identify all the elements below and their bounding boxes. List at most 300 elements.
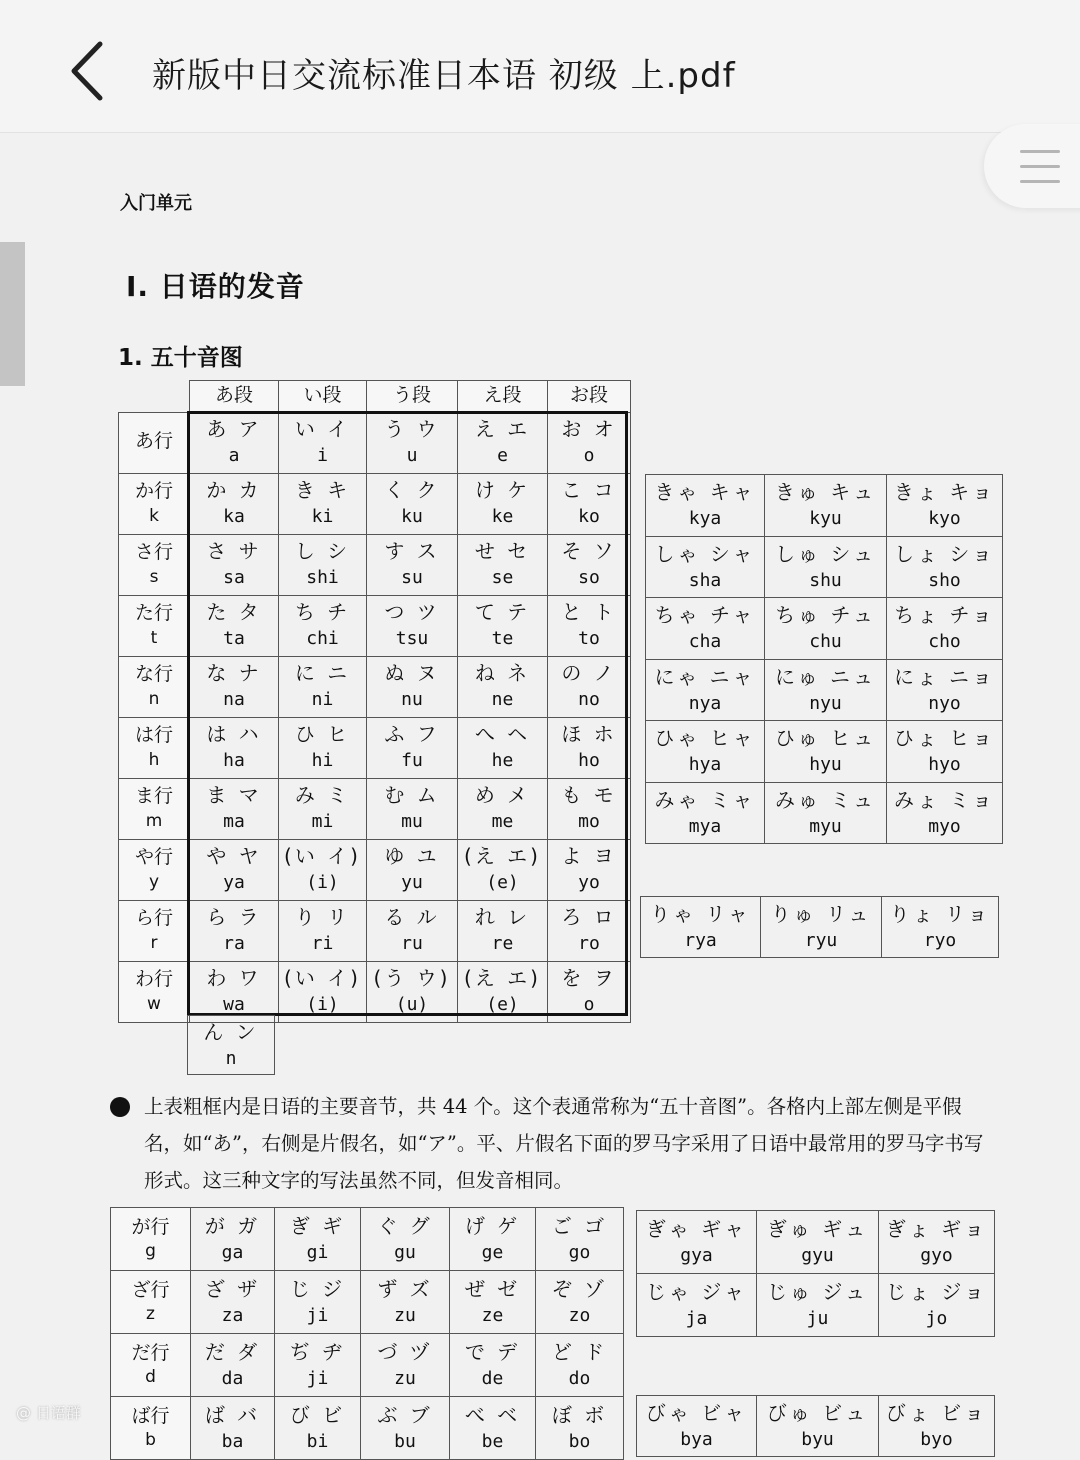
romaji: gu (394, 1241, 416, 1263)
romaji: (e) (486, 872, 519, 894)
row-header-label: わ行 (134, 968, 173, 990)
kana-cell (765, 659, 887, 721)
table-row (119, 900, 631, 961)
kana-pair: ご ゴ (551, 1213, 608, 1238)
dakuon-yoon-table (636, 1210, 995, 1337)
row-header (119, 412, 190, 473)
romaji: ji (306, 1304, 329, 1326)
kana-cell (641, 897, 761, 958)
kana-cell (757, 1211, 879, 1274)
romaji: shi (306, 567, 339, 589)
kana-pair: ね ネ (474, 661, 531, 686)
kana-cell (548, 900, 631, 961)
kana-cell (458, 534, 548, 595)
romaji: byu (801, 1428, 834, 1450)
kana-pair: しゃ シャ (654, 541, 756, 566)
column-header: う段 (367, 381, 458, 413)
kana-cell (536, 1397, 624, 1460)
row-header-roman: s (149, 566, 159, 587)
kana-pair: ん ン (203, 1019, 259, 1044)
romaji: gyu (801, 1244, 834, 1266)
kana-cell (765, 536, 887, 598)
table-row (119, 717, 631, 778)
row-header-roman: b (145, 1430, 156, 1451)
explanation-note (110, 1088, 1000, 1199)
table-row (646, 475, 1003, 537)
table-row (119, 473, 631, 534)
romaji: hya (688, 754, 722, 775)
kana-pair: しょ ショ (894, 541, 995, 566)
kana-pair: か カ (206, 478, 262, 503)
kana-pair: け ケ (474, 478, 531, 503)
romaji: to (578, 628, 600, 650)
kana-cell (548, 534, 631, 595)
kana-cell (450, 1271, 536, 1334)
table-row (641, 897, 999, 958)
kana-cell (367, 961, 458, 1022)
row-header-roman: z (146, 1304, 155, 1325)
table-row (646, 721, 1003, 783)
kana-pair: ちゃ チャ (654, 603, 756, 627)
table-row (119, 595, 631, 656)
watermark: @ 日语群 (16, 1404, 81, 1422)
romaji: be (481, 1430, 504, 1452)
romaji: myo (928, 815, 961, 837)
kana-cell (458, 717, 548, 778)
kana-pair: に ニ (294, 661, 351, 686)
kana-pair: (う ウ) (373, 966, 451, 991)
row-header-roman: d (145, 1367, 156, 1388)
kana-cell (458, 839, 548, 900)
kana-pair: れ レ (474, 905, 531, 930)
romaji: ju (806, 1307, 829, 1329)
kana-cell (887, 782, 1003, 844)
romaji: te (491, 628, 514, 650)
kana-pair: で デ (464, 1339, 521, 1364)
kana-cell (190, 473, 279, 534)
kana-pair: び ビ (289, 1402, 346, 1427)
kana-cell (367, 473, 458, 534)
gojuon-table (118, 380, 631, 1023)
section-title: Ⅰ. 日语的发音 (126, 270, 305, 303)
romaji: zu (394, 1367, 416, 1389)
table-row (646, 782, 1003, 844)
kana-pair: ぬ ヌ (384, 661, 440, 686)
kana-cell (646, 782, 765, 844)
kana-cell (536, 1271, 624, 1334)
top-bar (0, 0, 1080, 133)
kana-cell (887, 536, 1003, 598)
romaji: o (583, 994, 595, 1016)
kana-pair: ぎょ ギョ (885, 1216, 988, 1241)
row-header-label: ざ行 (131, 1278, 170, 1301)
kana-pair: だ ダ (204, 1339, 261, 1364)
row-header (119, 839, 190, 900)
kana-cell (879, 1211, 995, 1274)
row-header (119, 534, 190, 595)
kana-cell (190, 595, 279, 656)
romaji: i (317, 445, 328, 467)
kana-cell (190, 961, 279, 1022)
kana-cell (879, 1274, 995, 1337)
kana-cell (458, 473, 548, 534)
row-header-roman: m (145, 810, 163, 831)
kana-cell (887, 598, 1003, 660)
kana-pair: じ ジ (289, 1276, 346, 1301)
row-header (111, 1397, 191, 1460)
romaji: ra (223, 933, 245, 955)
column-header: あ段 (190, 381, 279, 413)
kana-pair: みゃ ミャ (654, 787, 756, 812)
unit-label: 入门单元 (120, 193, 192, 214)
romaji: bo (568, 1430, 591, 1452)
row-header-label: は行 (134, 724, 173, 746)
romaji: ta (223, 628, 245, 650)
romaji: hyu (809, 754, 842, 775)
kana-pair: も モ (561, 783, 617, 808)
kana-cell (879, 1396, 995, 1457)
subsection-title: 1. 五十音图 (118, 345, 243, 371)
kana-cell (536, 1208, 624, 1271)
table-row (111, 1397, 624, 1460)
kana-cell (450, 1397, 536, 1460)
romaji: so (578, 567, 600, 589)
kana-cell (450, 1334, 536, 1397)
kana-pair: ら ラ (206, 905, 262, 930)
romaji: ja (685, 1307, 708, 1329)
row-header-roman: g (145, 1241, 156, 1262)
row-header (119, 473, 190, 534)
row-header-roman: w (147, 993, 161, 1014)
kana-cell (190, 839, 279, 900)
romaji: bu (394, 1430, 416, 1452)
chevron-left-icon (62, 36, 122, 106)
romaji: rya (684, 929, 717, 951)
kana-cell (646, 721, 765, 783)
kana-cell (548, 595, 631, 656)
romaji: gi (306, 1241, 329, 1263)
bya-table (636, 1395, 995, 1457)
row-header-label: が行 (131, 1215, 170, 1238)
romaji: jo (925, 1307, 948, 1329)
kana-pair: ぜ ゼ (464, 1276, 521, 1301)
kana-pair: ひょ ヒョ (893, 726, 996, 750)
romaji: no (578, 689, 600, 711)
kana-pair: そ ソ (561, 539, 617, 564)
row-header-roman: t (150, 627, 158, 648)
romaji: wa (223, 994, 245, 1016)
row-header-label: か行 (134, 480, 173, 502)
romaji: ni (311, 689, 334, 711)
kana-pair: べ ベ (464, 1402, 521, 1427)
romaji: do (568, 1367, 591, 1389)
kana-pair: て テ (474, 600, 531, 625)
table-row (119, 412, 631, 473)
kana-cell (279, 961, 367, 1022)
romaji: yu (401, 872, 423, 894)
kana-pair: え エ (474, 417, 531, 442)
row-header-roman: k (149, 505, 159, 526)
kana-cell (279, 412, 367, 473)
kana-pair: す ス (384, 539, 440, 564)
kana-pair: つ ツ (384, 600, 440, 625)
row-header-label: ま行 (134, 785, 173, 807)
row-header (111, 1271, 191, 1334)
romaji: ba (221, 1430, 244, 1452)
kana-cell (458, 412, 548, 473)
kana-pair: ま マ (206, 783, 262, 808)
romaji: ho (578, 750, 600, 772)
dakuon-table (110, 1207, 624, 1460)
kana-cell (646, 598, 765, 660)
kana-pair: る ル (384, 905, 440, 930)
back-button[interactable] (62, 36, 122, 106)
kana-cell (637, 1396, 757, 1457)
kana-cell (275, 1271, 361, 1334)
romaji: mya (688, 815, 722, 837)
romaji: ne (491, 689, 514, 711)
kana-cell (275, 1397, 361, 1460)
table-row (646, 536, 1003, 598)
kana-pair: ぐ グ (377, 1213, 433, 1238)
romaji: nyo (928, 692, 961, 714)
kana-cell (367, 412, 458, 473)
romaji: a (228, 445, 240, 467)
kana-cell (458, 778, 548, 839)
row-header-label: や行 (134, 846, 173, 868)
kana-pair: あ ア (206, 417, 262, 442)
romaji: mo (578, 811, 600, 833)
kana-pair: り リ (294, 905, 351, 930)
romaji: cho (928, 631, 961, 652)
kana-pair: みょ ミョ (894, 787, 995, 812)
kana-cell (646, 475, 765, 537)
table-row (119, 534, 631, 595)
romaji: mu (401, 811, 423, 833)
row-header-roman: y (148, 871, 160, 892)
n-cell (188, 1016, 275, 1075)
row-header-label: な行 (134, 663, 173, 685)
kana-cell (646, 659, 765, 721)
kana-pair: じゃ ジャ (646, 1279, 747, 1304)
romaji: chu (809, 631, 842, 652)
column-header: い段 (279, 381, 367, 413)
column-header: え段 (458, 381, 548, 413)
romaji: kyo (928, 508, 961, 529)
romaji: nu (401, 689, 423, 711)
kana-cell (190, 656, 279, 717)
kana-pair: く ク (384, 478, 440, 503)
kana-pair: を ヲ (561, 966, 617, 991)
romaji: gya (680, 1244, 713, 1266)
kana-cell (279, 595, 367, 656)
kana-pair: な ナ (206, 661, 262, 686)
kana-pair: にょ ニョ (894, 664, 995, 689)
romaji: ke (491, 506, 514, 528)
romaji: ge (481, 1241, 504, 1263)
kana-pair: きゅ キュ (774, 480, 877, 504)
kana-pair: (い イ) (284, 966, 361, 991)
kana-pair: ば バ (204, 1402, 261, 1427)
row-header (119, 778, 190, 839)
kana-cell (548, 717, 631, 778)
kana-pair: りゅ リュ (770, 901, 872, 926)
romaji: zu (394, 1304, 416, 1326)
row-header-roman: h (148, 749, 160, 770)
kana-cell (367, 656, 458, 717)
romaji: ro (578, 933, 600, 955)
kana-pair: ぼ ボ (551, 1402, 608, 1427)
romaji: zo (568, 1304, 591, 1326)
romaji: hi (311, 750, 334, 772)
table-row (119, 961, 631, 1022)
kana-pair: ぎゅ ギュ (766, 1216, 869, 1241)
romaji: yo (578, 872, 600, 894)
romaji: na (223, 689, 245, 711)
romaji: kya (688, 508, 722, 529)
kana-pair: と ト (561, 600, 617, 625)
romaji: cha (688, 631, 722, 652)
kana-cell (757, 1396, 879, 1457)
kana-pair: せ セ (474, 539, 531, 564)
table-row (188, 1016, 275, 1075)
kana-pair: み ミ (294, 783, 351, 808)
table-row (119, 839, 631, 900)
kana-cell (279, 778, 367, 839)
romaji: e (497, 445, 508, 467)
kana-pair: にゅ ニュ (775, 664, 876, 689)
kana-cell (361, 1397, 450, 1460)
kana-cell (548, 778, 631, 839)
kana-pair: ゆ ユ (384, 844, 440, 869)
kana-cell (548, 839, 631, 900)
kana-pair: りゃ リャ (650, 901, 751, 926)
kana-pair: げ ゲ (464, 1213, 521, 1238)
kana-pair: へ ヘ (474, 722, 531, 747)
kana-pair: い イ (294, 417, 351, 442)
romaji: bi (306, 1430, 329, 1452)
romaji: se (491, 567, 514, 589)
romaji: me (491, 811, 514, 833)
kana-cell (450, 1208, 536, 1271)
romaji: re (491, 933, 514, 955)
pdf-page (0, 133, 1080, 1452)
kana-pair: ひゃ ヒャ (654, 726, 756, 750)
romaji: ka (223, 506, 245, 528)
row-header-roman: n (148, 688, 160, 709)
romaji: bya (680, 1428, 713, 1450)
kana-cell (458, 961, 548, 1022)
note-text: 上表粗框内是日语的主要音节，共 44 个。这个表通常称为“五十音图”。各格内上部左侧是平假名，如“あ”，右侧是片假名，如“ア”。平、片假名下面的罗马字采用了日语中最常用的罗马字书写形式。这三种文字的写法虽然不同，但发音相同。 (144, 1095, 984, 1192)
row-header-roman: r (150, 932, 158, 953)
kana-pair: きょ キョ (893, 480, 996, 504)
kana-pair: ぎゃ ギャ (645, 1216, 748, 1241)
kana-cell (548, 412, 631, 473)
kana-pair: め メ (474, 783, 531, 808)
romaji: de (481, 1367, 504, 1389)
kana-pair: が ガ (204, 1213, 261, 1238)
row-header (119, 595, 190, 656)
kana-pair: こ コ (561, 478, 617, 503)
kana-cell (548, 656, 631, 717)
kana-pair: ど ド (551, 1339, 608, 1364)
corner-cell (119, 381, 190, 413)
kana-pair: わ ワ (206, 966, 262, 991)
kana-pair: きゃ キャ (654, 480, 756, 504)
kana-pair: や ヤ (206, 844, 262, 869)
kana-pair: ほ ホ (561, 722, 617, 747)
kana-cell (887, 475, 1003, 537)
romaji: fu (401, 750, 423, 772)
row-header (119, 656, 190, 717)
kana-cell (191, 1271, 275, 1334)
kana-pair: (い イ) (284, 844, 361, 869)
romaji: gyo (920, 1244, 953, 1266)
romaji: o (583, 445, 595, 467)
kana-cell (637, 1211, 757, 1274)
romaji: ki (311, 506, 334, 528)
row-header (119, 900, 190, 961)
kana-cell (458, 900, 548, 961)
kana-cell (765, 721, 887, 783)
kana-pair: ぎ ギ (289, 1213, 346, 1238)
kana-pair: びゅ ビュ (766, 1400, 869, 1425)
kana-cell (637, 1274, 757, 1337)
table-row (646, 659, 1003, 721)
kana-cell (190, 900, 279, 961)
romaji: ji (306, 1367, 329, 1389)
romaji: su (401, 567, 423, 589)
kana-pair: は ハ (206, 722, 262, 747)
kana-cell (765, 475, 887, 537)
table-row (637, 1274, 995, 1337)
rya-table (640, 896, 999, 958)
row-header-label: あ行 (134, 429, 173, 452)
kana-cell (190, 534, 279, 595)
romaji: ryu (804, 929, 838, 951)
table-row (111, 1208, 624, 1271)
row-header (111, 1334, 191, 1397)
romaji: ri (311, 933, 334, 955)
kana-cell (367, 534, 458, 595)
kana-pair: ず ズ (377, 1276, 433, 1301)
table-row (111, 1271, 624, 1334)
romaji: tsu (395, 628, 429, 650)
romaji: ha (223, 750, 245, 772)
kana-cell (279, 717, 367, 778)
kana-pair: ひゅ ヒュ (774, 726, 877, 750)
romaji: (i) (306, 994, 339, 1016)
kana-pair: ちょ チョ (894, 603, 995, 627)
kana-cell (279, 900, 367, 961)
kana-cell (361, 1208, 450, 1271)
romaji: da (221, 1367, 244, 1389)
row-header (111, 1208, 191, 1271)
kana-pair: じょ ジョ (886, 1279, 987, 1304)
yoon-table (645, 474, 1003, 844)
kana-cell (361, 1334, 450, 1397)
romaji: go (568, 1241, 591, 1263)
column-header: お段 (548, 381, 631, 413)
romaji: ga (221, 1241, 244, 1263)
table-row (119, 778, 631, 839)
romaji: nya (688, 692, 722, 714)
romaji: sa (223, 567, 245, 589)
romaji: ze (481, 1304, 504, 1326)
kana-cell (191, 1397, 275, 1460)
kana-pair: さ サ (206, 539, 262, 564)
romaji: ku (401, 506, 423, 528)
